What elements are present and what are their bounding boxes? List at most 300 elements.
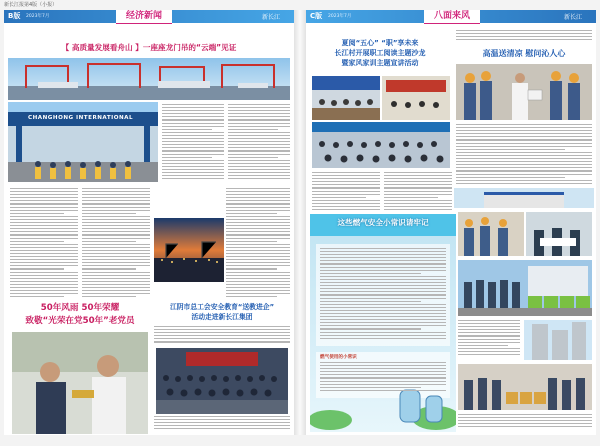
text-line xyxy=(82,225,150,226)
text-line xyxy=(162,166,224,167)
text-line xyxy=(226,284,290,285)
text-line xyxy=(228,135,290,136)
text-line xyxy=(10,256,78,257)
text-line xyxy=(384,181,452,182)
text-line xyxy=(226,228,290,229)
text-line xyxy=(10,200,78,201)
building-photo xyxy=(454,188,594,208)
left-text-col-5 xyxy=(226,188,290,300)
gantry-banner-text: CHANGHONG INTERNATIONAL xyxy=(28,115,134,121)
text-line xyxy=(458,423,592,424)
text-line xyxy=(154,332,290,333)
text-line xyxy=(320,260,446,261)
text-line xyxy=(384,197,438,198)
text-line xyxy=(226,275,290,276)
text-line xyxy=(10,259,78,260)
right-paper-name: 新长江 xyxy=(564,14,583,21)
text-line xyxy=(10,241,64,242)
text-line xyxy=(226,293,290,294)
text-line xyxy=(312,175,380,176)
text-line xyxy=(226,278,290,279)
left-page xyxy=(4,10,294,435)
text-line xyxy=(312,181,380,182)
text-line xyxy=(228,141,290,142)
text-line xyxy=(226,259,290,260)
text-line xyxy=(458,426,592,427)
text-line xyxy=(162,107,224,108)
text-line xyxy=(228,172,290,173)
text-line xyxy=(320,368,446,369)
text-line xyxy=(226,191,290,192)
text-line xyxy=(458,351,520,352)
text-line xyxy=(226,250,290,251)
text-line xyxy=(226,256,290,257)
text-line xyxy=(458,414,592,415)
text-line xyxy=(228,175,290,176)
text-line xyxy=(320,371,446,372)
text-line xyxy=(226,207,290,208)
text-line xyxy=(226,262,290,263)
text-line xyxy=(458,417,592,418)
gas-subtitle: 燃气使用的小常识 xyxy=(320,355,357,360)
text-line xyxy=(228,129,278,130)
text-line xyxy=(456,155,592,156)
party-veterans-headline: 50年风雨 50年荣耀 致敬“光荣在党50年”老党员 xyxy=(25,303,135,326)
text-line xyxy=(320,374,446,375)
text-line xyxy=(162,178,224,179)
text-line xyxy=(384,172,452,173)
supplies-delivery-photo xyxy=(458,364,592,410)
text-line xyxy=(228,157,278,158)
text-line xyxy=(82,200,150,201)
text-line xyxy=(456,127,592,128)
text-line xyxy=(226,247,290,248)
text-line xyxy=(82,272,150,273)
text-line xyxy=(320,251,446,252)
text-line xyxy=(162,104,224,105)
reading-salon-headline: 夏阅“五心” “职”享未来 长江村开展职工阅读主题沙龙 暨家风家训主题宣讲活动 xyxy=(334,39,426,67)
text-line xyxy=(384,209,452,210)
text-line xyxy=(10,188,78,189)
text-line xyxy=(320,381,446,382)
text-line xyxy=(154,416,290,417)
text-line xyxy=(312,187,380,188)
text-line xyxy=(82,207,150,208)
text-line xyxy=(10,234,78,235)
text-line xyxy=(162,144,224,145)
text-line xyxy=(226,244,290,245)
text-line xyxy=(10,219,78,220)
text-line xyxy=(384,187,452,188)
text-line xyxy=(456,170,592,171)
text-line xyxy=(226,265,290,266)
text-line xyxy=(226,268,277,269)
right-text-col-2 xyxy=(384,172,452,214)
text-line xyxy=(226,200,290,201)
text-line xyxy=(320,254,446,255)
text-line xyxy=(10,247,78,248)
text-line xyxy=(320,273,421,274)
text-line xyxy=(10,284,78,285)
text-line xyxy=(228,126,290,127)
text-line xyxy=(10,216,78,217)
text-line xyxy=(82,268,136,269)
text-line xyxy=(228,132,290,133)
text-line xyxy=(10,203,78,204)
text-line xyxy=(82,247,150,248)
page-gutter xyxy=(294,10,306,435)
text-line xyxy=(320,310,446,311)
top-strip: 新长江报第4版（小报） xyxy=(4,2,58,8)
left-text-col-1 xyxy=(162,104,224,182)
text-line xyxy=(320,270,446,271)
text-line xyxy=(10,222,78,223)
safety-lecture-photo xyxy=(156,348,288,414)
text-line xyxy=(456,158,592,159)
text-line xyxy=(82,222,150,223)
left-main-headline: 【 高质量发展看舟山 】一座座龙门吊的“云端”见证 xyxy=(61,43,237,52)
text-line xyxy=(162,141,224,142)
text-line xyxy=(226,219,290,220)
safety-education-headline: 江阴市总工会安全教育“送教进企” 活动走进新长江集团 xyxy=(169,303,275,321)
right-text-col-1 xyxy=(312,172,380,214)
text-line xyxy=(162,169,224,170)
text-line xyxy=(10,265,78,266)
text-line xyxy=(10,275,78,276)
text-line xyxy=(458,326,520,327)
text-line xyxy=(154,341,290,342)
text-line xyxy=(320,301,421,302)
text-line xyxy=(226,231,290,232)
text-line xyxy=(10,278,78,279)
text-line xyxy=(458,335,520,336)
text-line xyxy=(82,281,150,282)
text-line xyxy=(320,322,446,323)
text-line xyxy=(458,332,520,333)
text-line xyxy=(82,194,150,195)
text-line xyxy=(82,256,150,257)
text-line xyxy=(320,319,446,320)
text-line xyxy=(228,107,290,108)
text-line xyxy=(162,175,224,176)
text-line xyxy=(456,130,592,131)
text-line xyxy=(228,116,290,117)
right-page-number: C版 xyxy=(310,12,323,20)
left-text-col-7 xyxy=(154,416,290,432)
text-line xyxy=(320,390,446,391)
text-line xyxy=(456,33,592,34)
text-line xyxy=(384,206,452,207)
text-line xyxy=(162,135,224,136)
text-line xyxy=(162,113,224,114)
left-text-col-2 xyxy=(228,104,290,182)
text-line xyxy=(10,293,78,294)
text-line xyxy=(10,213,64,214)
text-line xyxy=(226,241,277,242)
text-line xyxy=(154,428,290,429)
text-line xyxy=(162,154,224,155)
text-line xyxy=(320,365,446,366)
text-line xyxy=(456,136,592,137)
text-line xyxy=(82,275,150,276)
text-line xyxy=(226,281,290,282)
text-line xyxy=(320,291,446,292)
relief-photo-3 xyxy=(526,212,592,256)
text-line xyxy=(320,288,446,289)
text-line xyxy=(456,180,592,181)
highrise-photo xyxy=(524,320,592,360)
text-line xyxy=(10,210,78,211)
text-line xyxy=(384,200,452,201)
left-page-number: B版 xyxy=(8,12,21,20)
text-line xyxy=(82,253,150,254)
text-line xyxy=(82,210,150,211)
text-line xyxy=(10,238,78,239)
left-page-date: 2023年7月 xyxy=(26,14,50,19)
text-line xyxy=(10,244,78,245)
left-header-band xyxy=(4,10,294,23)
text-line xyxy=(228,150,290,151)
heat-relief-headline: 高温送清凉 慰问沁人心 xyxy=(482,49,566,58)
text-line xyxy=(320,282,446,283)
text-line xyxy=(162,116,224,117)
text-line xyxy=(458,342,520,343)
text-line xyxy=(162,157,212,158)
text-line xyxy=(162,119,224,120)
text-line xyxy=(228,166,290,167)
text-line xyxy=(226,210,290,211)
text-line xyxy=(320,338,446,339)
text-line xyxy=(320,384,446,385)
text-line xyxy=(320,279,446,280)
text-line xyxy=(226,194,290,195)
party-medal-photo xyxy=(12,332,148,434)
text-line xyxy=(384,203,452,204)
text-line xyxy=(456,183,592,184)
text-line xyxy=(226,253,290,254)
text-line xyxy=(10,268,64,269)
text-line xyxy=(456,36,592,37)
text-line xyxy=(10,253,78,254)
text-line xyxy=(320,248,446,249)
text-line xyxy=(320,307,446,308)
text-line xyxy=(320,285,446,286)
text-line xyxy=(458,420,592,421)
text-line xyxy=(162,138,224,139)
text-line xyxy=(456,146,592,147)
text-line xyxy=(226,203,290,204)
text-line xyxy=(82,262,150,263)
text-line xyxy=(162,123,224,124)
text-line xyxy=(10,225,78,226)
text-line xyxy=(10,228,78,229)
text-line xyxy=(456,30,592,31)
text-line xyxy=(226,287,290,288)
text-line xyxy=(228,119,290,120)
text-line xyxy=(10,281,78,282)
text-line xyxy=(226,213,277,214)
text-line xyxy=(320,377,446,378)
text-line xyxy=(82,191,150,192)
text-line xyxy=(82,197,150,198)
text-line xyxy=(456,139,592,140)
text-line xyxy=(320,387,421,388)
text-line xyxy=(82,290,150,291)
text-line xyxy=(10,191,78,192)
text-line xyxy=(162,110,224,111)
text-line xyxy=(10,194,78,195)
text-line xyxy=(456,177,565,178)
text-line xyxy=(162,150,224,151)
text-line xyxy=(312,197,366,198)
text-line xyxy=(82,216,150,217)
text-line xyxy=(226,197,290,198)
text-line xyxy=(10,272,78,273)
text-line xyxy=(320,257,446,258)
text-line xyxy=(82,250,150,251)
text-line xyxy=(10,250,78,251)
text-line xyxy=(162,160,224,161)
text-line xyxy=(228,144,290,145)
right-page xyxy=(306,10,596,435)
text-line xyxy=(456,133,592,134)
text-line xyxy=(384,184,452,185)
text-line xyxy=(226,216,290,217)
text-line xyxy=(82,265,150,266)
text-line xyxy=(456,161,592,162)
text-line xyxy=(154,419,290,420)
salon-photo-2 xyxy=(382,76,450,120)
text-line xyxy=(458,329,520,330)
text-line xyxy=(458,320,520,321)
right-section-title: 八面来风 xyxy=(424,10,480,24)
text-line xyxy=(162,172,224,173)
text-line xyxy=(10,231,78,232)
text-line xyxy=(82,241,136,242)
text-line xyxy=(320,294,446,295)
text-line xyxy=(320,276,446,277)
text-line xyxy=(228,178,290,179)
text-line xyxy=(226,222,290,223)
text-line xyxy=(82,259,150,260)
gas-safety-panel xyxy=(310,214,456,432)
text-line xyxy=(82,238,150,239)
right-header-band xyxy=(306,10,596,23)
text-line xyxy=(226,238,290,239)
text-line xyxy=(226,272,290,273)
text-line xyxy=(456,124,592,125)
text-line xyxy=(320,267,446,268)
text-line xyxy=(228,160,290,161)
text-line xyxy=(228,169,290,170)
text-line xyxy=(384,178,452,179)
text-line xyxy=(82,293,150,294)
right-text-col-4 xyxy=(456,124,592,186)
text-line xyxy=(384,194,452,195)
text-line xyxy=(456,39,592,40)
text-line xyxy=(320,325,446,326)
text-line xyxy=(82,219,150,220)
text-line xyxy=(226,296,277,297)
text-line xyxy=(226,225,290,226)
gantry-workers-photo xyxy=(8,102,158,182)
text-line xyxy=(10,197,78,198)
text-line xyxy=(162,163,224,164)
text-line xyxy=(458,354,520,355)
text-line xyxy=(320,298,446,299)
left-text-col-4 xyxy=(82,188,150,300)
text-line xyxy=(10,262,78,263)
text-line xyxy=(82,278,150,279)
text-line xyxy=(154,422,290,423)
text-line xyxy=(226,188,290,189)
text-line xyxy=(228,113,290,114)
text-line xyxy=(320,316,446,317)
gas-text-block-1 xyxy=(320,248,446,342)
text-line xyxy=(320,328,421,329)
salon-photo-1 xyxy=(312,76,380,120)
right-text-col-5 xyxy=(458,320,520,360)
text-line xyxy=(82,188,150,189)
text-line xyxy=(458,323,520,324)
text-line xyxy=(312,191,380,192)
text-line xyxy=(384,175,452,176)
relief-photo-2 xyxy=(458,212,524,256)
text-line xyxy=(384,191,452,192)
text-line xyxy=(458,345,508,346)
text-line xyxy=(312,172,380,173)
text-line xyxy=(228,138,290,139)
right-text-col-6 xyxy=(458,414,592,432)
text-line xyxy=(228,147,290,148)
text-line xyxy=(154,335,290,336)
text-line xyxy=(154,338,290,339)
text-line xyxy=(82,296,136,297)
text-line xyxy=(320,335,446,336)
text-line xyxy=(228,154,290,155)
text-line xyxy=(320,313,446,314)
text-line xyxy=(10,296,64,297)
text-line xyxy=(82,228,150,229)
text-line xyxy=(228,104,290,105)
right-text-col-3 xyxy=(456,30,592,44)
text-line xyxy=(82,213,136,214)
text-line xyxy=(456,174,592,175)
night-port-photo xyxy=(154,218,224,282)
text-line xyxy=(312,203,380,204)
text-line xyxy=(82,231,150,232)
text-line xyxy=(228,163,290,164)
text-line xyxy=(312,209,380,210)
text-line xyxy=(154,326,290,327)
text-line xyxy=(456,152,592,153)
relief-group-photo xyxy=(458,260,592,316)
text-line xyxy=(82,234,150,235)
text-line xyxy=(82,244,150,245)
text-line xyxy=(320,362,446,363)
text-line xyxy=(312,194,380,195)
text-line xyxy=(10,287,78,288)
text-line xyxy=(456,167,592,168)
text-line xyxy=(312,206,380,207)
text-line xyxy=(226,290,290,291)
left-text-col-6 xyxy=(154,326,290,346)
text-line xyxy=(82,287,150,288)
text-line xyxy=(82,284,150,285)
gas-text-block-2 xyxy=(320,362,446,394)
text-line xyxy=(456,143,592,144)
text-line xyxy=(320,263,446,264)
